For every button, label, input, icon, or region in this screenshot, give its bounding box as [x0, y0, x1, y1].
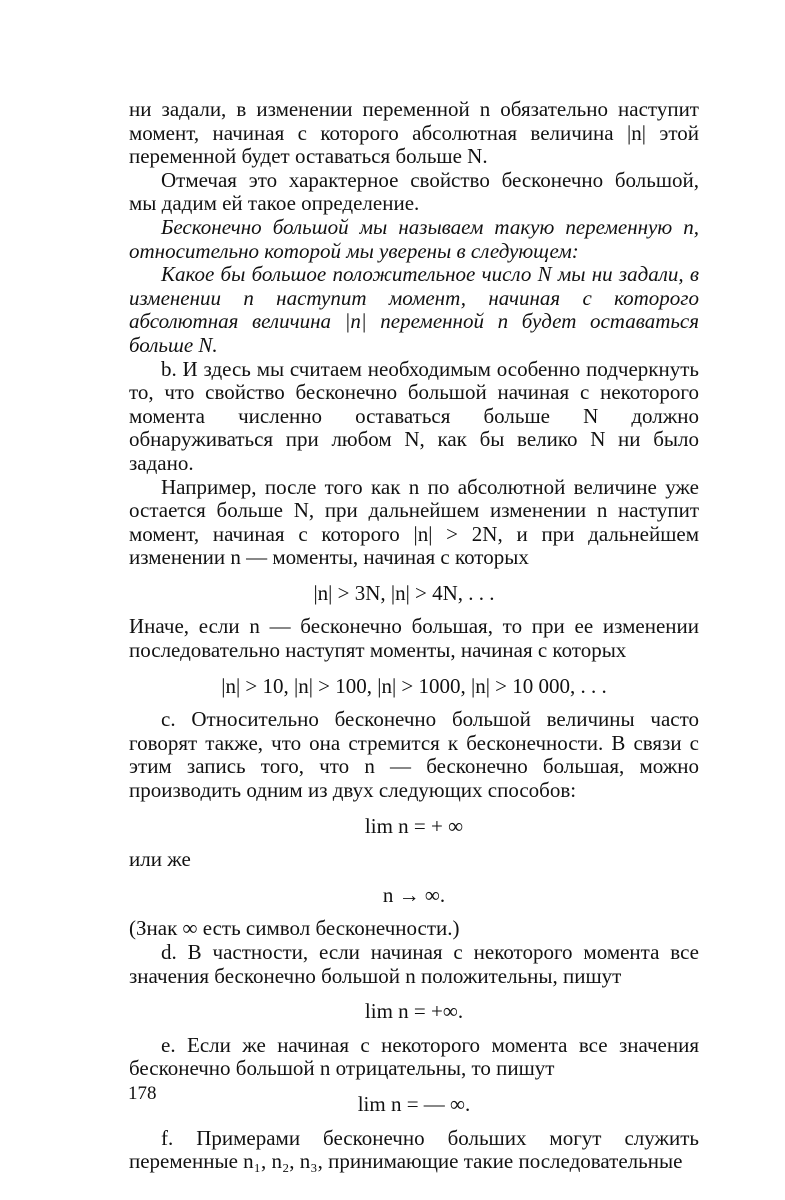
- formula-n-tends-infinity: n → ∞.: [382, 882, 446, 907]
- formula-lim-minus-infinity: lim n = — ∞.: [357, 1091, 471, 1116]
- paragraph-infinity-sign: (Знак ∞ есть символ бесконечности.): [129, 916, 460, 941]
- page-number: 178: [128, 1083, 157, 1104]
- paragraph-c: c. Относительно бесконечно большой величины часто говорят также, что она стремится к бесконечности. В связи с этим запись того, что n — бесконечно большая, можно производить одним из двух следующих способов:: [129, 707, 699, 803]
- definition-body: Какое бы большое положительное число N мы ни задали, в изменении n наступит момент, начиная с которого абсолютная величина |n| переменной n будет оставаться больше N.: [129, 262, 699, 357]
- formula-lim-plus-infinity: lim n = +∞.: [364, 999, 464, 1024]
- paragraph-e: e. Если же начиная с некоторого момента все значения бесконечно большой n отрицательны, то пишут: [129, 1032, 699, 1081]
- page-text: [129, 98, 699, 1174]
- paragraph-example: Например, после того как n по абсолютной величине уже остается больше N, при дальнейшем изменении n наступит момент, начиная с которого |n| > 2N, и при дальнейшем изменении n — моменты, начиная с которых: [129, 474, 699, 570]
- paragraph-otherwise: Иначе, если n — бесконечно большая, то при ее изменении последовательно наступят моменты, начиная с которых: [129, 614, 699, 663]
- definition-intro: Бесконечно большой мы называем такую переменную n, относительно которой мы уверены в следующем:: [129, 214, 699, 263]
- paragraph-b: b. И здесь мы считаем необходимым особенно подчеркнуть то, что свойство бесконечно большой начиная с некоторого момента численно оставаться больше N должно обнаруживаться при любом N, как бы велико N ни было задано.: [129, 356, 699, 475]
- paragraph-f: f. Примерами бесконечно больших могут служить переменные n₁, n₂, n₃, принимающие такие последовательные: [129, 1125, 699, 1174]
- paragraph-continuation: ни задали, в изменении переменной n обязательно наступит момент, начиная с которого абсолютная величина |n| этой переменной будет оставаться больше N.: [129, 97, 699, 169]
- formula-lim-infinity: lim n = + ∞: [364, 813, 464, 838]
- formula-powers-of-ten: |n| > 10, |n| > 100, |n| > 1000, |n| > 10 000, . . .: [221, 673, 607, 698]
- paragraph-remark: Отмечая это характерное свойство бесконечно большой, мы дадим ей такое определение.: [129, 167, 699, 216]
- paragraph-or: или же: [129, 847, 191, 872]
- formula-multiples-of-n: |n| > 3N, |n| > 4N, . . .: [313, 580, 495, 605]
- paragraph-d: d. В частности, если начиная с некоторого момента все значения бесконечно большой n положительны, пишут: [129, 940, 699, 988]
